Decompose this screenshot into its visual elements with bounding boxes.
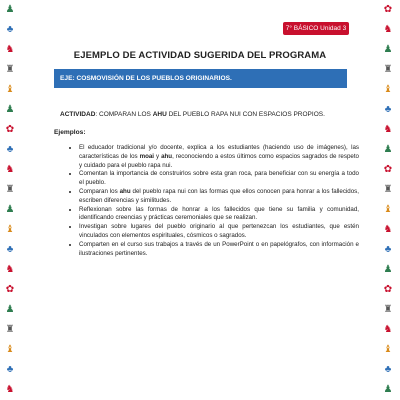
bird-icon: ♝ <box>383 204 393 215</box>
activity-label: ACTIVIDAD <box>60 111 96 118</box>
examples-label: Ejemplos: <box>54 129 86 136</box>
list-item: • El educador tradicional y/o docente, explica a los estudiantes (haciendo uso de imágenes), las características de los moai y ahu, reconociendo a estos últimos como espacios sagrados de respeto y cuidado para el pueblo rapa nui. <box>79 144 359 170</box>
right-decorative-border <box>378 0 400 400</box>
list-item: • Comentan la importancia de construirlos sobre esta gran roca, para beneficiar con su energía a todo el pueblo. <box>79 170 359 188</box>
list-item: • Reflexionan sobre las formas de honrar a los fallecidos que tiene su familia y comunidad, identificando creencias y prácticas ceremoniales que se realizan. <box>79 206 359 224</box>
person-icon: ♟ <box>5 204 15 215</box>
list-item: • Comparten en el curso sus trabajos a través de un PowerPoint o en papelógrafos, con información e ilustraciones pertinentes. <box>79 241 359 259</box>
bird-icon: ♝ <box>5 224 15 235</box>
totem-icon: ♜ <box>383 64 393 75</box>
activity-highlight: AHU <box>152 111 167 118</box>
list-item: • Comparan los ahu del pueblo rapa nui con las formas que ellos conocen para honrar a los fallecidos, escriben diferencias y similitudes. <box>79 188 359 206</box>
flower-icon: ✿ <box>383 284 393 295</box>
tree-icon: ♣ <box>6 144 14 155</box>
tree-icon: ♣ <box>6 244 14 255</box>
animal-icon: ♞ <box>383 224 393 235</box>
bird-icon: ♝ <box>5 84 15 95</box>
tree-icon: ♣ <box>384 364 392 375</box>
grade-unit-badge: 7° BÁSICO Unidad 3 <box>283 22 349 35</box>
flower-icon: ✿ <box>5 124 15 135</box>
person-icon: ♟ <box>383 144 393 155</box>
totem-icon: ♜ <box>383 304 393 315</box>
page-title: EJEMPLO DE ACTIVIDAD SUGERIDA DEL PROGRAMA <box>73 50 327 61</box>
tree-icon: ♣ <box>384 104 392 115</box>
person-icon: ♟ <box>383 384 393 395</box>
animal-icon: ♞ <box>5 264 15 275</box>
bird-icon: ♝ <box>383 84 393 95</box>
left-decorative-border <box>0 0 22 400</box>
person-icon: ♟ <box>383 264 393 275</box>
flower-icon: ✿ <box>5 284 15 295</box>
list-item: • Investigan sobre lugares del pueblo originario al que pertenezcan los estudiantes, que estén vinculados con elementos espirituales, cósmicos o sagrados. <box>79 223 359 241</box>
activity-text-before: : COMPARAN LOS <box>95 111 153 118</box>
person-icon: ♟ <box>5 304 15 315</box>
tree-icon: ♣ <box>384 244 392 255</box>
animal-icon: ♞ <box>383 124 393 135</box>
totem-icon: ♜ <box>5 64 15 75</box>
animal-icon: ♞ <box>5 164 15 175</box>
person-icon: ♟ <box>383 44 393 55</box>
tree-icon: ♣ <box>6 364 14 375</box>
totem-icon: ♜ <box>383 184 393 195</box>
bird-icon: ♝ <box>383 344 393 355</box>
flower-icon: ✿ <box>383 4 393 15</box>
animal-icon: ♞ <box>5 384 15 395</box>
examples-list <box>66 144 359 258</box>
person-icon: ♟ <box>5 104 15 115</box>
totem-icon: ♜ <box>5 184 15 195</box>
activity-statement <box>60 111 350 118</box>
animal-icon: ♞ <box>383 324 393 335</box>
totem-icon: ♜ <box>5 324 15 335</box>
animal-icon: ♞ <box>383 24 393 35</box>
animal-icon: ♞ <box>5 44 15 55</box>
flower-icon: ✿ <box>383 164 393 175</box>
activity-text-after: DEL PUEBLO RAPA NUI CON ESPACIOS PROPIOS. <box>166 111 325 118</box>
axis-banner: EJE: COSMOVISIÓN DE LOS PUEBLOS ORIGINARIOS. <box>54 69 347 88</box>
tree-icon: ♣ <box>6 24 14 35</box>
bird-icon: ♝ <box>5 344 15 355</box>
person-icon: ♟ <box>5 4 15 15</box>
